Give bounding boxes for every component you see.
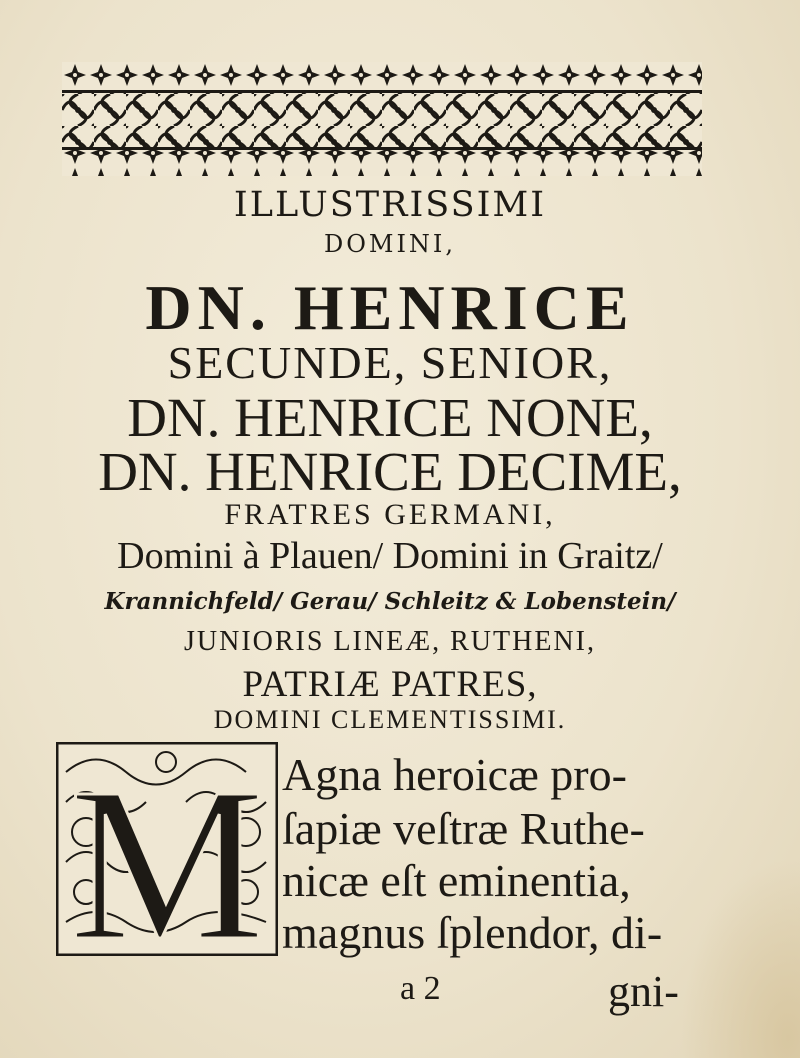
headpiece-ornament <box>62 62 702 180</box>
heading-domini-clementissimi: DOMINI CLEMENTISSIMI. <box>213 705 567 734</box>
signature-mark: a 2 <box>400 970 441 1007</box>
catchword: gni- <box>608 967 679 1016</box>
heading-fratres-germani: FRATRES GERMANI, <box>224 498 556 531</box>
heading-domini-plauen: Domini à Plauen/ Domini in Graitz/ <box>117 535 663 577</box>
body-line-2: ſapiæ veſtræ Ruthe- <box>282 803 645 854</box>
body-line-1: Agna heroicæ pro- <box>282 749 627 800</box>
body-line-4: magnus ſplendor, di- <box>282 907 663 958</box>
heading-illustrissimi: ILLUSTRISSIMI <box>233 185 547 225</box>
heading-henrice-decime: DN. HENRICE DECIME, <box>98 441 682 502</box>
initial-letter: M <box>69 742 265 956</box>
heading-domini: DOMINI, <box>323 230 457 258</box>
heading-dn-henrice: DN. HENRICE <box>145 272 635 343</box>
heading-henrice-none: DN. HENRICE NONE, <box>127 387 653 448</box>
heading-junioris-lineae: JUNIORIS LINEÆ, RUTHENI, <box>184 626 596 657</box>
body-line-3: nicæ eſt eminentia, <box>282 855 631 906</box>
heading-lordships: Krannichfeld/ Gerau/ Schleitz & Lobenstein/ <box>104 588 676 615</box>
decorated-initial-m <box>56 742 278 956</box>
heading-secunde-senior: SECUNDE, SENIOR, <box>167 337 613 388</box>
paper-stain <box>680 858 800 1058</box>
heading-patriae-patres: PATRIÆ PATRES, <box>242 664 538 705</box>
